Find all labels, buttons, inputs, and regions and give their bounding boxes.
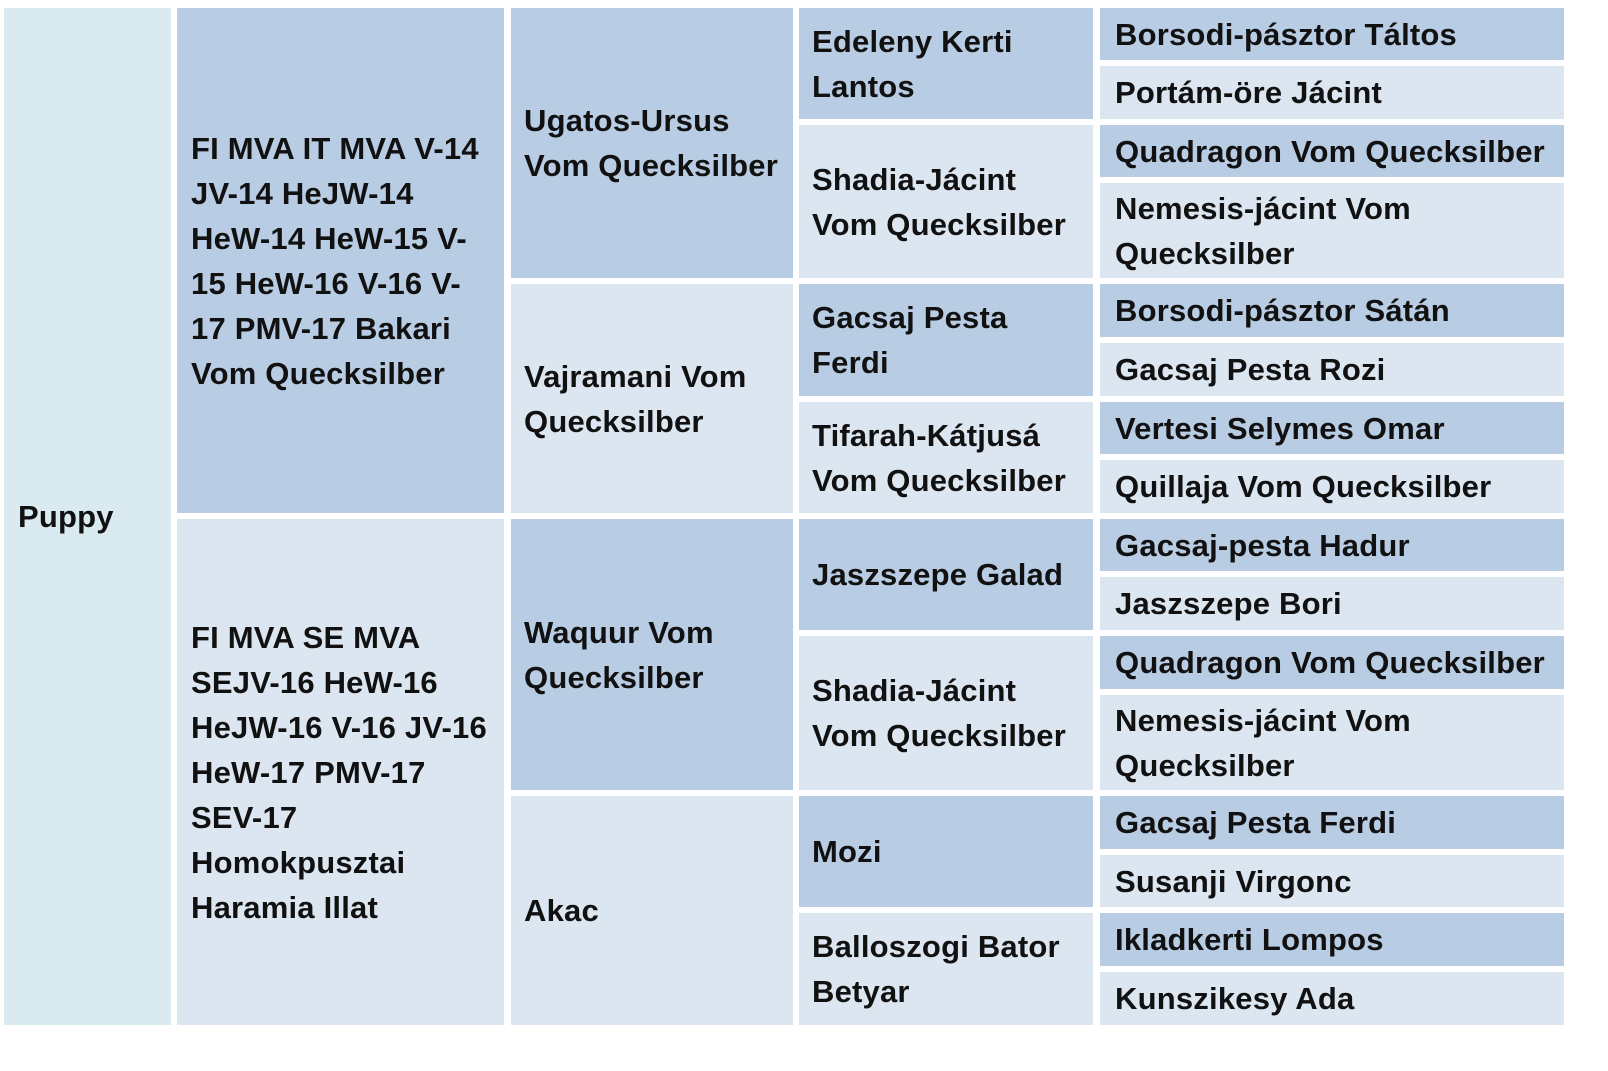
great-great-grandparent-cell bbox=[1100, 519, 1564, 571]
great-great-grandparent-name: Nemesis-jácint Vom Quecksilber bbox=[1115, 702, 1411, 783]
great-grandparent-cell bbox=[799, 796, 1093, 907]
sire-cell bbox=[177, 8, 504, 513]
great-great-grandparent-cell bbox=[1100, 855, 1564, 907]
puppy-name: Puppy bbox=[18, 499, 114, 534]
great-great-grandparent-name: Gacsaj-pesta Hadur bbox=[1115, 527, 1410, 563]
grandparent-name: Vajramani Vom Quecksilber bbox=[524, 358, 747, 439]
great-great-grandparent-name: Susanji Virgonc bbox=[1115, 863, 1352, 899]
great-great-grandparent-cell bbox=[1100, 972, 1564, 1025]
puppy-cell bbox=[4, 8, 171, 1025]
great-great-grandparent-cell bbox=[1100, 796, 1564, 849]
grandparent-cell bbox=[511, 796, 793, 1025]
sire-name: FI MVA IT MVA V-14 JV-14 HeJW-14 HeW-14 HeW-15 V-15 HeW-16 V-16 V-17 PMV-17 Bakari Vom Quecksilber bbox=[191, 130, 479, 391]
great-great-grandparent-name: Gacsaj Pesta Ferdi bbox=[1115, 805, 1397, 840]
grandparent-name: Ugatos-Ursus Vom Quecksilber bbox=[524, 103, 778, 183]
great-grandparent-name: Gacsaj Pesta Ferdi bbox=[812, 300, 1008, 380]
great-great-grandparent-name: Borsodi-pásztor Táltos bbox=[1115, 16, 1457, 52]
great-great-grandparent-name: Quillaja Vom Quecksilber bbox=[1115, 469, 1492, 504]
great-great-grandparent-cell bbox=[1100, 636, 1564, 689]
great-great-grandparent-cell bbox=[1100, 402, 1564, 454]
great-grandparent-name: Shadia-Jácint Vom Quecksilber bbox=[812, 161, 1066, 242]
grandparent-cell bbox=[511, 284, 793, 513]
great-great-grandparent-name: Quadragon Vom Quecksilber bbox=[1115, 133, 1545, 169]
great-great-grandparent-cell bbox=[1100, 343, 1564, 396]
grandparent-name: Akac bbox=[524, 893, 599, 928]
grandparent-cell bbox=[511, 8, 793, 278]
great-great-grandparent-name: Gacsaj Pesta Rozi bbox=[1115, 352, 1386, 387]
great-grandparent-name: Tifarah-Kátjusá Vom Quecksilber bbox=[812, 417, 1066, 498]
great-great-grandparent-name: Jaszszepe Bori bbox=[1115, 586, 1342, 621]
great-great-grandparent-cell bbox=[1100, 66, 1564, 119]
great-grandparent-cell bbox=[799, 913, 1093, 1025]
great-grandparent-cell bbox=[799, 402, 1093, 513]
great-great-grandparent-cell bbox=[1100, 125, 1564, 177]
great-grandparent-name: Edeleny Kerti Lantos bbox=[812, 23, 1013, 104]
great-great-grandparent-cell bbox=[1100, 577, 1564, 630]
great-grandparent-name: Mozi bbox=[812, 834, 882, 869]
great-grandparent-cell bbox=[799, 519, 1093, 630]
great-great-grandparent-name: Portám-öre Jácint bbox=[1115, 75, 1382, 110]
dam-cell bbox=[177, 519, 504, 1025]
grandparent-cell bbox=[511, 519, 793, 790]
great-great-grandparent-name: Nemesis-jácint Vom Quecksilber bbox=[1115, 190, 1411, 271]
great-great-grandparent-cell bbox=[1100, 695, 1564, 790]
great-grandparent-cell bbox=[799, 636, 1093, 790]
great-grandparent-name: Shadia-Jácint Vom Quecksilber bbox=[812, 673, 1066, 753]
great-great-grandparent-name: Quadragon Vom Quecksilber bbox=[1115, 645, 1545, 680]
great-grandparent-name: Balloszogi Bator Betyar bbox=[812, 929, 1060, 1009]
great-great-grandparent-cell bbox=[1100, 913, 1564, 966]
great-great-grandparent-name: Kunszikesy Ada bbox=[1115, 981, 1355, 1016]
great-grandparent-cell bbox=[799, 8, 1093, 119]
great-great-grandparent-cell bbox=[1100, 460, 1564, 513]
great-grandparent-cell bbox=[799, 125, 1093, 278]
great-great-grandparent-cell bbox=[1100, 183, 1564, 278]
great-great-grandparent-name: Vertesi Selymes Omar bbox=[1115, 410, 1445, 446]
great-great-grandparent-name: Borsodi-pásztor Sátán bbox=[1115, 293, 1450, 328]
great-great-grandparent-cell bbox=[1100, 8, 1564, 60]
dam-name: FI MVA SE MVA SEJV-16 HeW-16 HeJW-16 V-16 JV-16 HeW-17 PMV-17 SEV-17 Homokpusztai Haramia Illat bbox=[191, 619, 487, 925]
great-great-grandparent-name: Ikladkerti Lompos bbox=[1115, 922, 1384, 957]
great-great-grandparent-cell bbox=[1100, 284, 1564, 337]
grandparent-name: Waquur Vom Quecksilber bbox=[524, 614, 714, 695]
great-grandparent-name: Jaszszepe Galad bbox=[812, 557, 1064, 592]
great-grandparent-cell bbox=[799, 284, 1093, 396]
